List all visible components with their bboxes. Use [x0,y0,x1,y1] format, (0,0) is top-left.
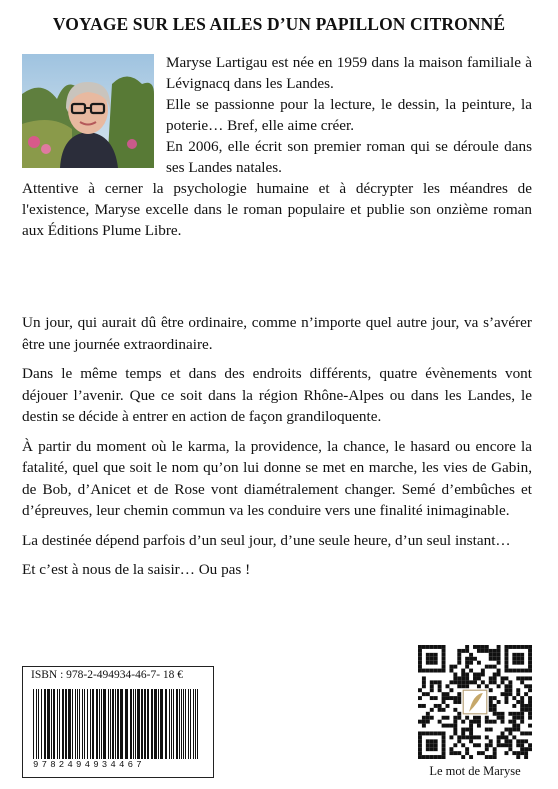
isbn-barcode [22,666,214,778]
bio-line-2: Elle se passionne pour la lecture, le dessin, la peinture, la poterie… Bref, elle aime créer. [166,96,532,134]
barcode-bars [31,689,203,759]
qr-code [418,645,532,759]
author-bio-top [166,52,532,178]
book-blurb [22,312,532,589]
qr-caption: Le mot de Maryse [429,764,521,778]
bio-line-1: Maryse Lartigau est née en 1959 dans la maison familiale à Lévignacq dans les Landes. [166,54,532,92]
blurb-paragraph-3: À partir du moment où le karma, la providence, la chance, le hasard ou encore la fatalité, quel que soit le nom qu’on lui donne se met en marche, les vies de Gabin, de Bob, d’Anicet et de Rose vont diamétralement changer. Semé d’embûches et d’épreuves, leur chemin commun va les conduire vers une finalité inimaginable. [22,437,532,519]
author-photo [22,54,154,168]
blurb-paragraph-2: Dans le même temps et dans des endroits différents, quatre évènements vont déjouer l’avenir. Que ce soit dans la région Rhône-Alpes ou dans les Landes, le destin se décide à entrer en action de façon grandiloquente. [22,365,532,425]
blurb-paragraph-4: La destinée dépend parfois d’un seul jour, d’une seule heure, d’un seul instant… [22,531,511,549]
book-title: VOYAGE SUR LES AILES D’UN PAPILLON CITRONNÉ [52,14,506,34]
blurb-paragraph-5: Et c’est à nous de la saisir… Ou pas ! [22,561,251,578]
barcode-number: 9782494934467 [33,760,145,770]
bio-paragraph: Attentive à cerner la psychologie humaine et à décrypter les méandres de l'existence, Maryse excelle dans le roman populaire et publie son onzième roman aux Éditions Plume Libre. [22,180,532,239]
bio-line-3: En 2006, elle écrit son premier roman qui se déroule dans ses Landes natales. [166,138,532,176]
blurb-paragraph-1: Un jour, qui aurait dû être ordinaire, comme n’importe quel autre jour, va s’avérer être une journée extraordinaire. [22,314,532,353]
isbn-text: ISBN : 978-2-494934-46-7- 18 € [31,669,184,681]
author-bio-bottom [22,178,532,241]
